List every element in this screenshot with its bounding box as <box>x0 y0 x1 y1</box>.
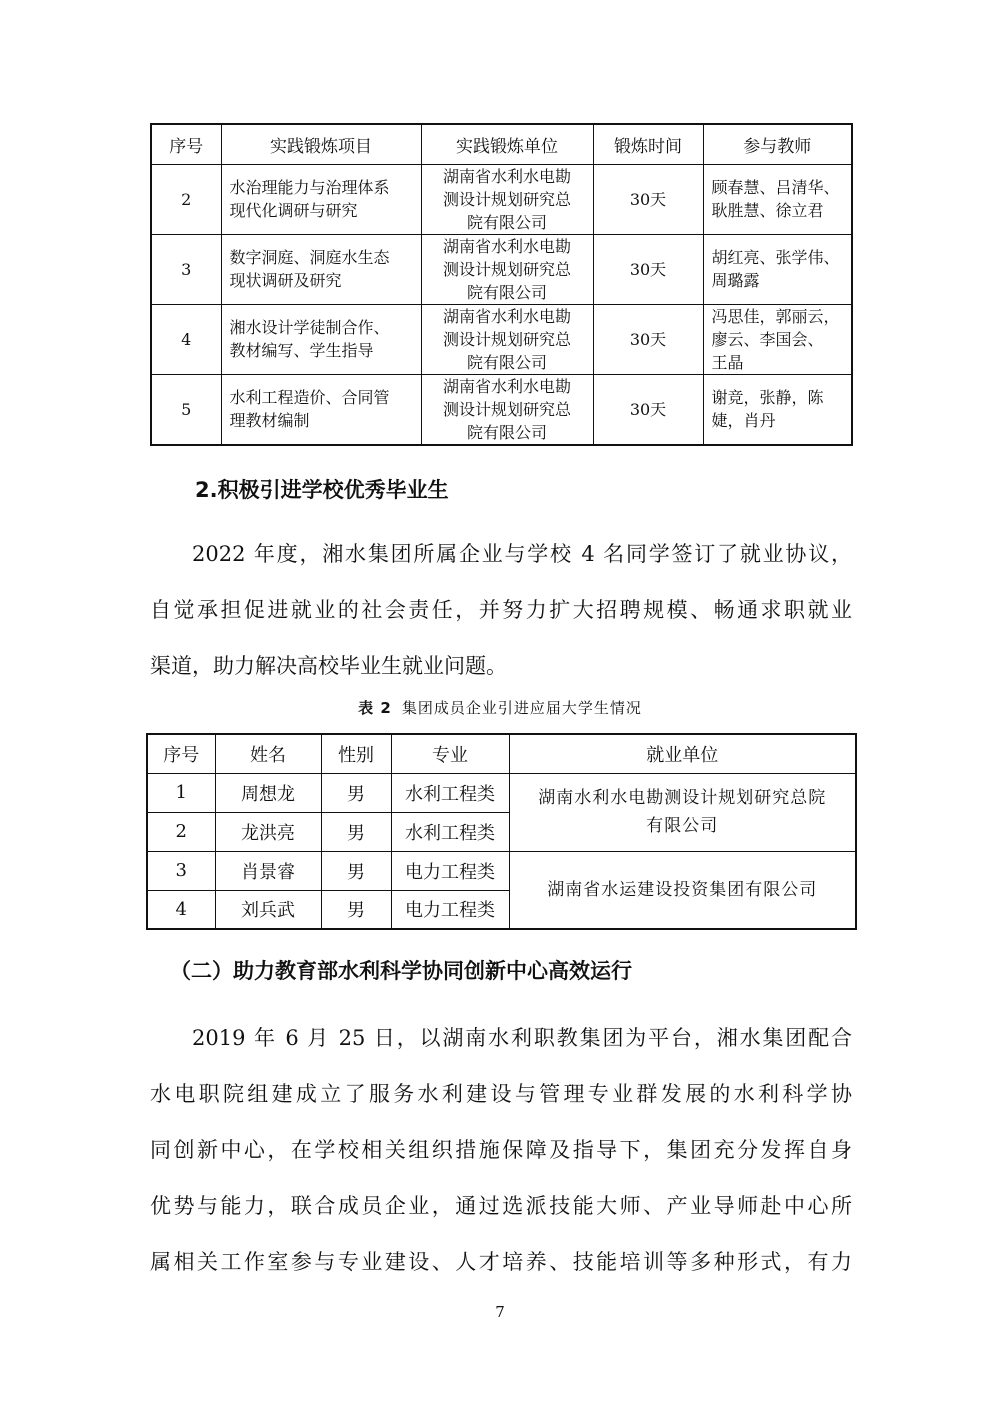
row-number: 1 <box>147 773 215 812</box>
row-number: 2 <box>147 812 215 851</box>
practice-time: 30天 <box>593 164 703 234</box>
table-caption <box>0 697 1000 718</box>
table-row <box>147 773 856 812</box>
employer: 湖南省水运建设投资集团有限公司 <box>509 851 856 929</box>
paragraph-line: 同创新中心，在学校相关组织措施保障及指导下，集团充分发挥自身 <box>150 1138 852 1162</box>
practice-time: 30天 <box>593 304 703 374</box>
student-gender: 男 <box>321 851 391 890</box>
table-row <box>147 851 856 890</box>
practice-time: 30天 <box>593 234 703 304</box>
practice-unit: 湖南省水利水电勘 测设计规划研究总 院有限公司 <box>421 234 593 304</box>
header-cell: 实践锻炼单位 <box>421 124 593 164</box>
header-cell: 性别 <box>321 734 391 773</box>
table-row <box>151 304 852 374</box>
row-number: 2 <box>151 164 221 234</box>
practice-project: 水治理能力与治理体系 现代化调研与研究 <box>221 164 421 234</box>
teachers: 胡红亮、张学伟、 周璐露 <box>703 234 852 304</box>
paragraph-line: 2019 年 6 月 25 日，以湖南水利职教集团为平台，湘水集团配合 <box>192 1026 852 1050</box>
employer: 湖南水利水电勘测设计规划研究总院 有限公司 <box>509 773 856 851</box>
header-cell: 实践锻炼项目 <box>221 124 421 164</box>
student-gender: 男 <box>321 773 391 812</box>
body-paragraph <box>150 526 852 694</box>
header-cell: 姓名 <box>215 734 321 773</box>
student-name: 刘兵武 <box>215 890 321 929</box>
student-name: 周想龙 <box>215 773 321 812</box>
paragraph-line: 2022 年度，湘水集团所属企业与学校 4 名同学签订了就业协议， <box>192 542 852 566</box>
paragraph-line: 渠道，助力解决高校毕业生就业问题。 <box>150 654 507 678</box>
practice-project: 湘水设计学徒制合作、 教材编写、学生指导 <box>221 304 421 374</box>
practice-project: 水利工程造价、合同管 理教材编制 <box>221 374 421 445</box>
student-name: 肖景睿 <box>215 851 321 890</box>
row-number: 5 <box>151 374 221 445</box>
student-major: 电力工程类 <box>391 851 509 890</box>
teacher-practice-table <box>150 123 853 446</box>
practice-unit: 湖南省水利水电勘 测设计规划研究总 院有限公司 <box>421 304 593 374</box>
header-cell: 序号 <box>151 124 221 164</box>
paragraph-line: 属相关工作室参与专业建设、人才培养、技能培训等多种形式，有力 <box>150 1250 852 1274</box>
table-caption-text: 集团成员企业引进应届大学生情况 <box>401 699 642 717</box>
student-major: 电力工程类 <box>391 890 509 929</box>
page-number: 7 <box>495 1303 505 1321</box>
section-heading: （二）助力教育部水利科学协同创新中心高效运行 <box>170 959 632 983</box>
paragraph-line: 自觉承担促进就业的社会责任，并努力扩大招聘规模、畅通求职就业 <box>150 598 852 622</box>
paragraph-line: 水电职院组建成立了服务水利建设与管理专业群发展的水利科学协 <box>150 1082 852 1106</box>
table-header-row <box>147 734 856 773</box>
row-number: 3 <box>147 851 215 890</box>
header-cell: 参与教师 <box>703 124 852 164</box>
graduates-table <box>146 733 857 930</box>
row-number: 3 <box>151 234 221 304</box>
teachers: 顾春慧、吕清华、 耿胜慧、徐立君 <box>703 164 852 234</box>
table-row <box>151 164 852 234</box>
teachers: 谢竞，张静，陈 婕，肖丹 <box>703 374 852 445</box>
practice-project: 数字洞庭、洞庭水生态 现状调研及研究 <box>221 234 421 304</box>
student-major: 水利工程类 <box>391 812 509 851</box>
section-heading: 2.积极引进学校优秀毕业生 <box>195 478 449 502</box>
body-paragraph <box>150 1010 852 1290</box>
table-row <box>151 374 852 445</box>
student-name: 龙洪亮 <box>215 812 321 851</box>
student-major: 水利工程类 <box>391 773 509 812</box>
paragraph-line: 优势与能力，联合成员企业，通过选派技能大师、产业导师赴中心所 <box>150 1194 852 1218</box>
header-cell: 就业单位 <box>509 734 856 773</box>
header-cell: 锻炼时间 <box>593 124 703 164</box>
table-header-row <box>151 124 852 164</box>
practice-time: 30天 <box>593 374 703 445</box>
teachers: 冯思佳，郭丽云， 廖云、李国会、 王晶 <box>703 304 852 374</box>
practice-unit: 湖南省水利水电勘 测设计规划研究总 院有限公司 <box>421 374 593 445</box>
practice-unit: 湖南省水利水电勘 测设计规划研究总 院有限公司 <box>421 164 593 234</box>
header-cell: 专业 <box>391 734 509 773</box>
student-gender: 男 <box>321 812 391 851</box>
row-number: 4 <box>151 304 221 374</box>
row-number: 4 <box>147 890 215 929</box>
table-caption-label: 表 2 <box>358 699 392 717</box>
student-gender: 男 <box>321 890 391 929</box>
table-row <box>151 234 852 304</box>
header-cell: 序号 <box>147 734 215 773</box>
